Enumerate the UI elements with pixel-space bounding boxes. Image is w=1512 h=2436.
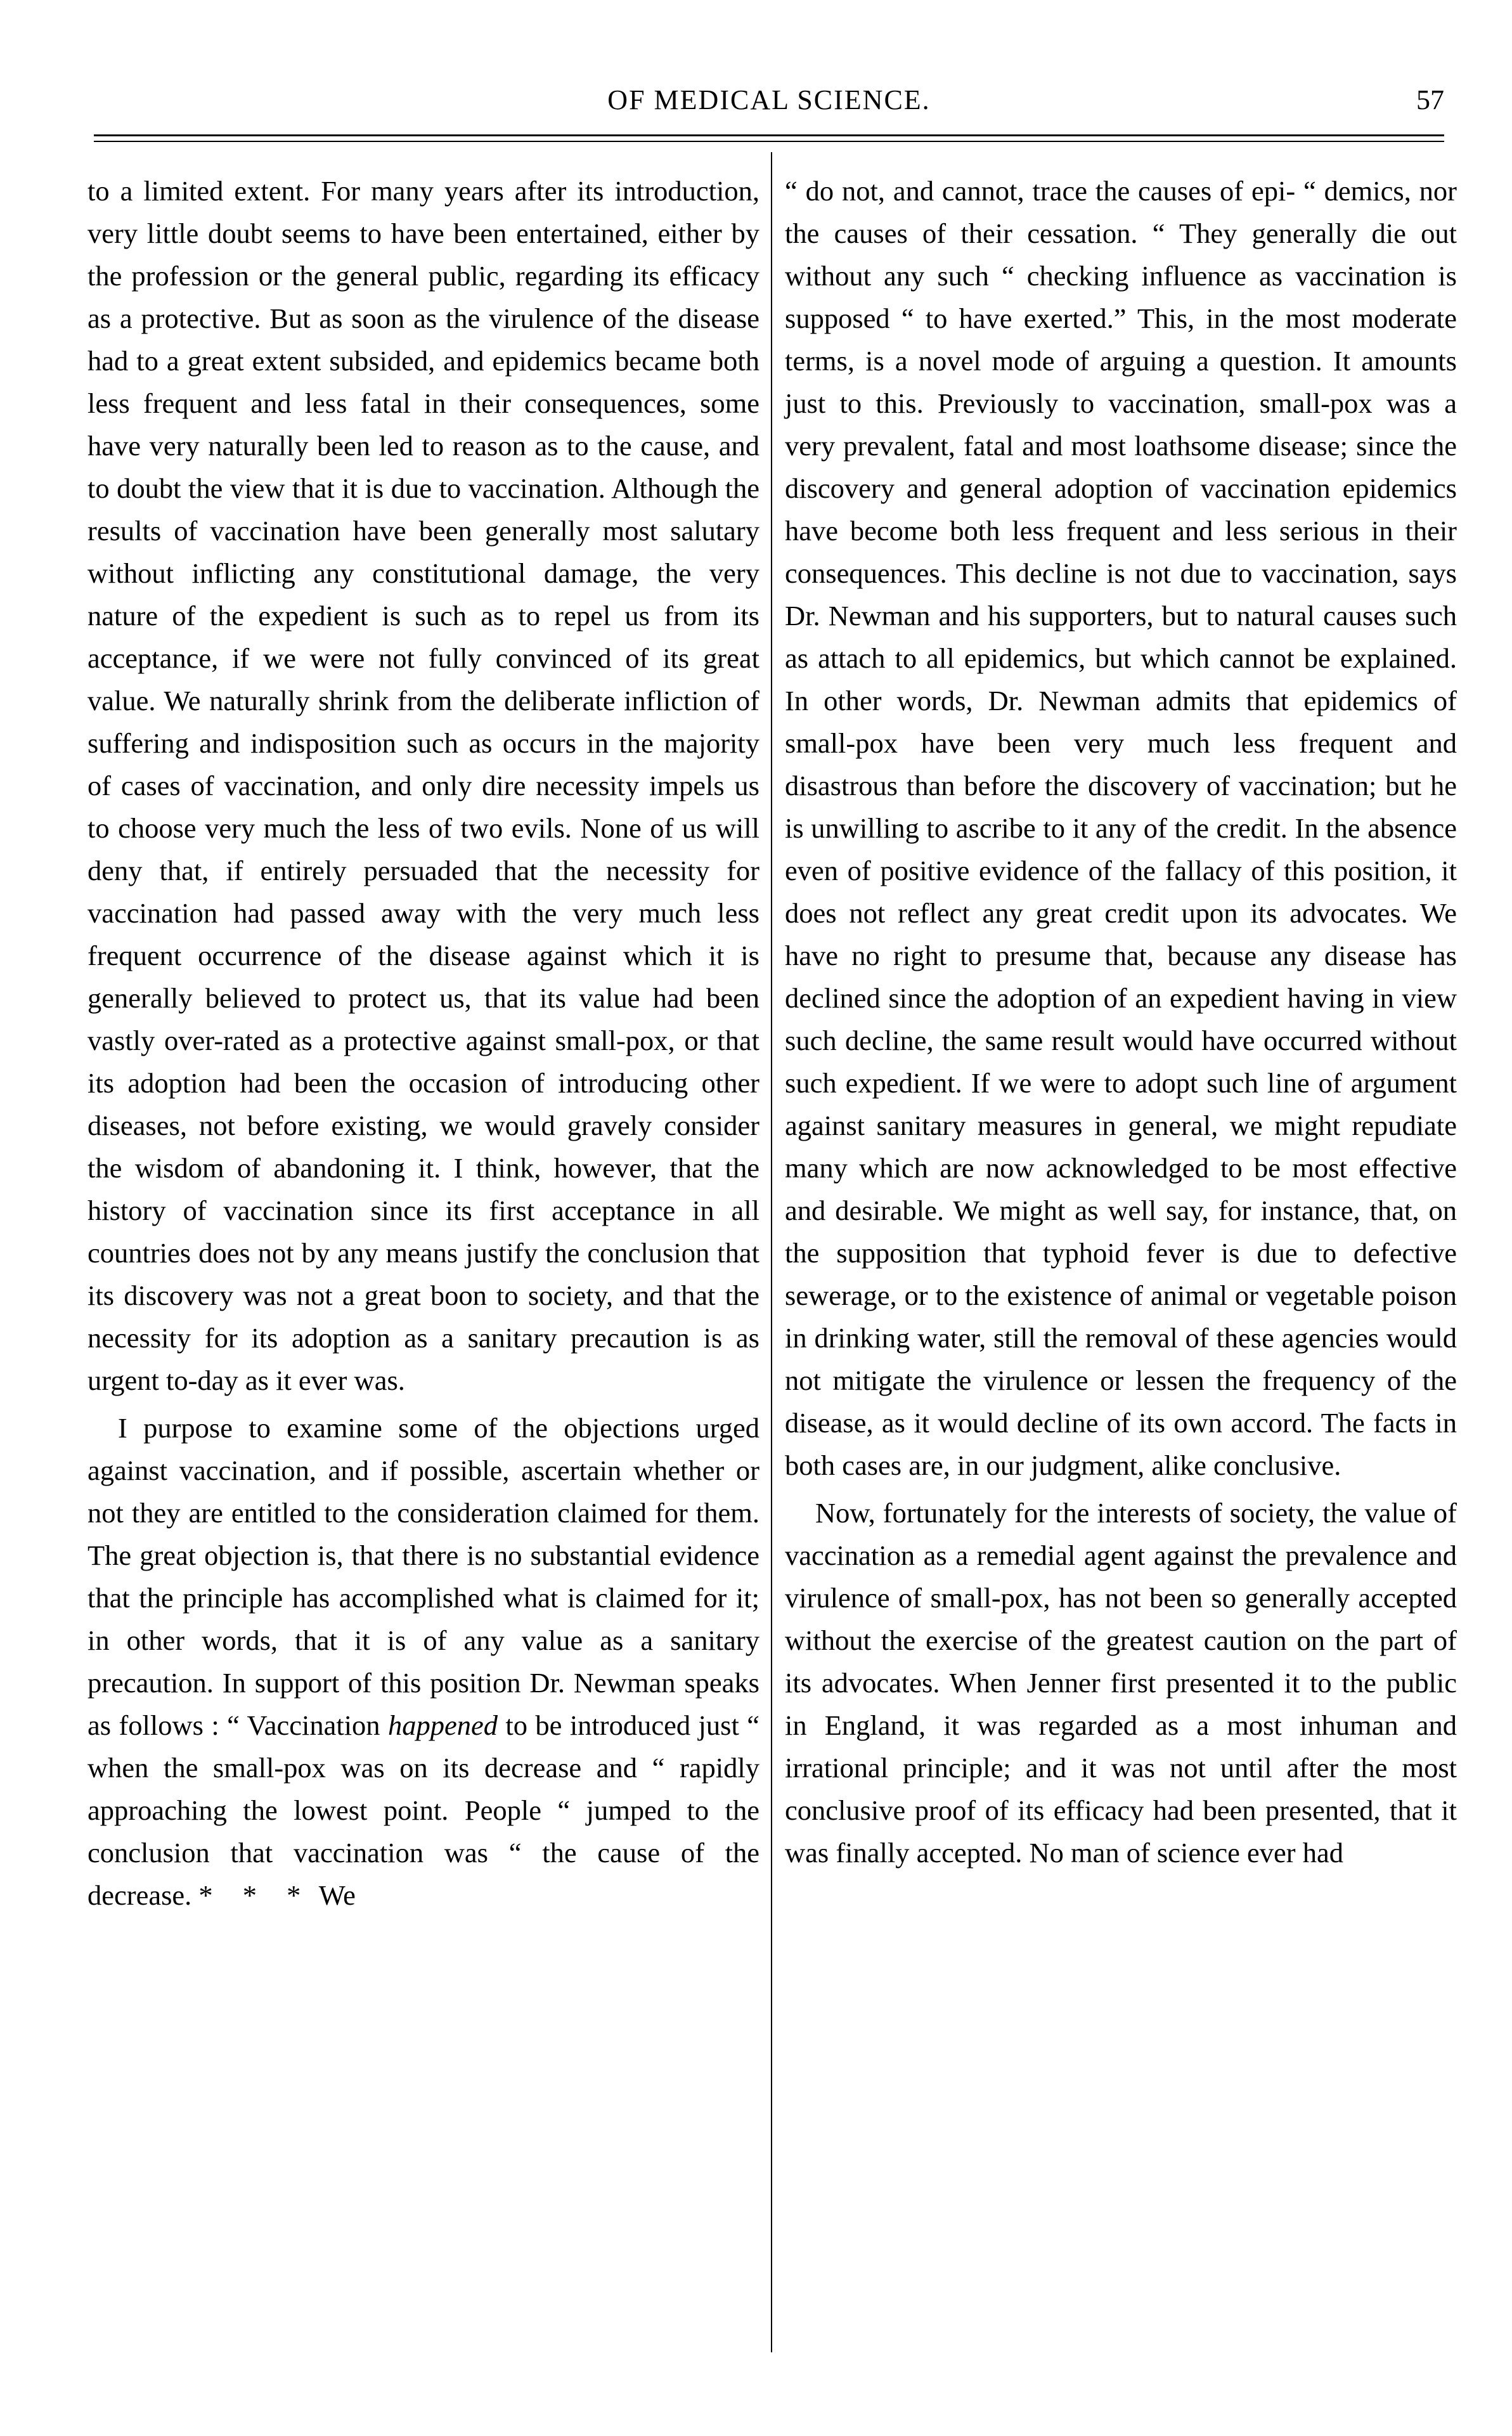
header-rule-bottom xyxy=(94,141,1444,142)
left-paragraph-1: to a limited extent. For many years after its introduction, very little doubt seems to have been entertained, either by the profession or the general public, regarding its efficacy as a protective. But as soon as the virulence of the disease had to a great extent subsided, and epidemics became both less frequent and less fatal in their consequences, some have very naturally been led to reason as to the cause, and to doubt the view that it is due to vaccination. Although the results of vaccination have been generally most salutary without inflicting any constitutional damage, the very nature of the expedient is such as to repel us from its acceptance, if we were not fully convinced of its great value. We naturally shrink from the deliberate infliction of suffering and indisposition such as occurs in the majority of cases of vaccination, and only dire necessity impels us to choose very much the less of two evils. None of us will deny that, if entirely persuaded that the necessity for vaccination had passed away with the very much less frequent occurrence of the disease against which it is generally believed to protect us, that its value had been vastly over-rated as a protective against small-pox, or that its adoption had been the occasion of introducing other diseases, not before existing, we would gravely consider the wisdom of abandoning it. I think, however, that the history of vaccination since its first acceptance in all countries does not by any means justify the conclusion that its discovery was not a great boon to society, and that the necessity for its adoption as a sanitary precaution is as urgent to-day as it ever was. xyxy=(87,175,759,1396)
page-number: 57 xyxy=(1416,84,1444,115)
left-column xyxy=(87,170,759,1917)
left-paragraph-2-text-a: I purpose to examine some of the objections urged against vaccination, and if possible, ascertain whether or not they are entitled to the consideration claimed for them. The great objection is, that there is no substantial evidence that the principle has accomplished what is claimed for it; in other words, that it is of any value as a sanitary precaution. In support of this position Dr. Newman speaks as follows : “ Vaccination xyxy=(87,1412,759,1741)
running-header xyxy=(94,75,1444,126)
left-paragraph-2-text-c: We xyxy=(312,1879,356,1911)
right-paragraph-1: “ do not, and cannot, trace the causes of epi- “ demics, nor the causes of their cessation. “ They generally die out without any such “ checking influence as vaccination is supposed “ to have exerted.” This, in the most moderate terms, is a novel mode of arguing a question. It amounts just to this. Previously to vaccination, small-pox was a very prevalent, fatal and most loathsome disease; since the discovery and general adoption of vaccination epidemics have become both less frequent and less serious in their consequences. This decline is not due to vaccination, says Dr. Newman and his supporters, but to natural causes such as attach to all epidemics, but which cannot be explained. In other words, Dr. Newman admits that epidemics of small-pox have been very much less frequent and disastrous than before the discovery of vaccination; but he is unwilling to ascribe to it any of the credit. In the absence even of positive evidence of the fallacy of this position, it does not reflect any great credit upon its advocates. We have no right to presume that, because any disease has declined since the adoption of an expedient having in view such decline, the same result would have occurred without such expedient. If we were to adopt such line of argument against sanitary measures in general, we might repudiate many which are now acknowledged to be most effective and desirable. We might as well say, for instance, that, on the supposition that typhoid fever is due to defective sewerage, or to the existence of animal or vegetable poison in drinking water, still the removal of these agencies would not mitigate the virulence or lessen the frequency of the disease, as it would decline of its own accord. The facts in both cases are, in our judgment, alike conclusive. xyxy=(785,175,1457,1481)
column-divider xyxy=(771,152,772,2352)
right-paragraph-2: Now, fortunately for the interests of society, the value of vaccination as a remedial agent against the prevalence and virulence of small-pox, has not been so generally accepted without the exercise of the greatest caution on the part of its advocates. When Jenner first presented it to the public in England, it was regarded as a most inhuman and irrational principle; and it was not until after the most conclusive proof of its efficacy had been presented, that it was finally accepted. No man of science ever had xyxy=(785,1497,1457,1869)
emphasis-happened: happened xyxy=(387,1709,498,1741)
right-column xyxy=(785,170,1457,1874)
header-rule-top xyxy=(94,134,1444,136)
running-title: OF MEDICAL SCIENCE. xyxy=(607,84,931,115)
left-paragraph-2 xyxy=(87,1407,759,1917)
asterisks: * * * xyxy=(198,1879,313,1911)
left-paragraph-2-text-b: to be introduced just “ when the small-pox was on its decrease and “ rapidly approaching the lowest point. People “ jumped to the conclusion that vaccination was “ the cause of the decrease. xyxy=(87,1709,759,1911)
